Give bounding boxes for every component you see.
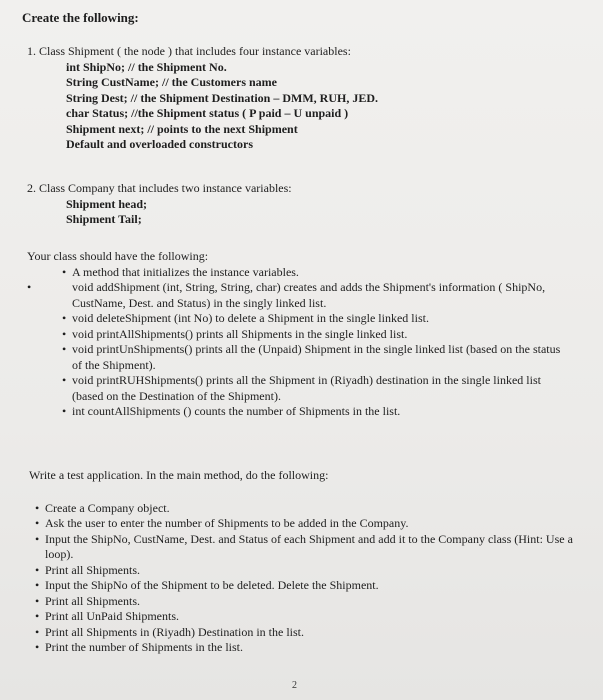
- section2-heading: 2. Class Company that includes two instance variables:: [27, 181, 292, 195]
- next-field: Shipment next; // points to the next Shipment: [66, 121, 298, 136]
- task-item: • Create a Company object.: [35, 501, 574, 517]
- section3-intro: Your class should have the following:: [27, 249, 209, 263]
- section4-intro: Write a test application. In the main method, do the following:: [29, 468, 329, 482]
- method-item: • void printUnShipments() prints all the (Unpaid) Shipment in the single linked list (based on the status of the Shipment).: [62, 342, 572, 373]
- page-title: Create the following:: [22, 10, 139, 25]
- section-test-application: [29, 468, 574, 656]
- task-item: • Print all Shipments.: [35, 563, 574, 579]
- section-class-methods: [27, 249, 572, 420]
- method-item: • void deleteShipment (int No) to delete a Shipment in the single linked list.: [62, 311, 572, 327]
- task-item: • Input the ShipNo of the Shipment to be deleted. Delete the Shipment.: [35, 578, 574, 594]
- task-item: • Print all UnPaid Shipments.: [35, 609, 574, 625]
- status-field: char Status; //the Shipment status ( P paid – U unpaid ): [66, 106, 349, 120]
- shipno-field: int ShipNo; // the Shipment No.: [66, 59, 227, 74]
- head-field: Shipment head;: [66, 196, 148, 211]
- task-item: • Print all Shipments.: [35, 594, 574, 610]
- task-item: • Ask the user to enter the number of Shipments to be added in the Company.: [35, 516, 574, 532]
- method-item: [27, 280, 572, 311]
- task-item: • Print the number of Shipments in the list.: [35, 640, 574, 656]
- section-company-class: [27, 181, 587, 228]
- task-item: • Input the ShipNo, CustName, Dest. and Status of each Shipment and add it to the Company class (Hint: Use a loop).: [35, 532, 574, 563]
- constructors-line: Default and overloaded constructors: [66, 137, 253, 151]
- tail-field: Shipment Tail;: [66, 212, 142, 226]
- task-item: • Print all Shipments in (Riyadh) Destination in the list.: [35, 625, 574, 641]
- dest-field: String Dest; // the Shipment Destination – DMM, RUH, JED.: [66, 90, 378, 105]
- section-shipment-class: [27, 44, 587, 153]
- method-item: • A method that initializes the instance variables.: [62, 265, 572, 281]
- method-item: • int countAllShipments () counts the number of Shipments in the list.: [62, 404, 572, 420]
- custname-field: String CustName; // the Customers name: [66, 75, 277, 89]
- section1-heading: 1. Class Shipment ( the node ) that includes four instance variables:: [27, 44, 351, 58]
- method-text: void addShipment (int, String, String, char) creates and adds the Shipment's information ( ShipNo, CustName, Dest. and Status) in the singly linked list.: [72, 280, 546, 310]
- method-item: • void printRUHShipments() prints all the Shipment in (Riyadh) destination in the single linked list (based on the Destination of the Shipment).: [62, 373, 572, 404]
- method-item: • void printAllShipments() prints all Shipments in the single linked list.: [62, 327, 572, 343]
- page-number: 2: [292, 680, 297, 691]
